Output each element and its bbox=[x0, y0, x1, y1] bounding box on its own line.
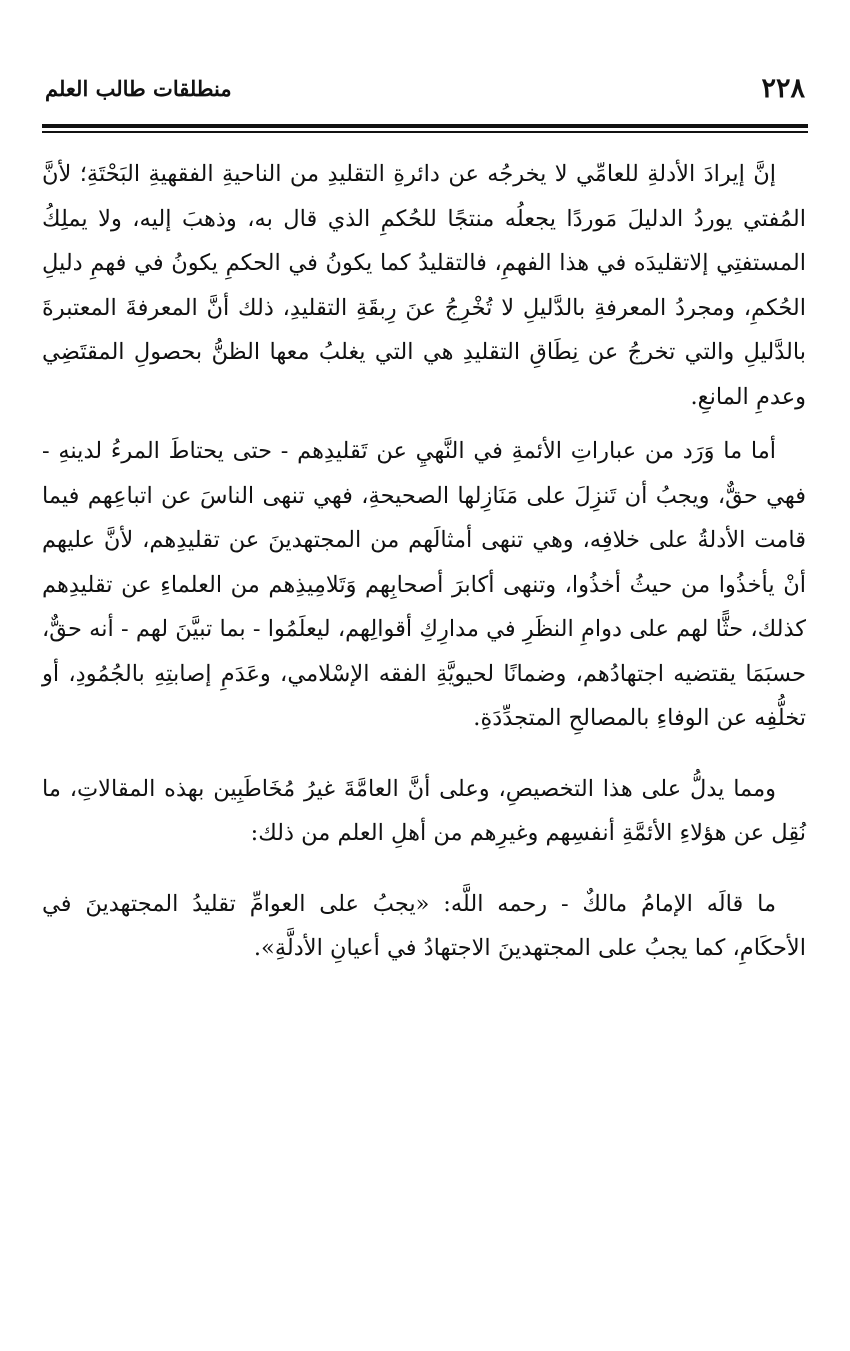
page-number: ٢٢٨ bbox=[761, 72, 805, 104]
paragraph: إنَّ إيرادَ الأدلةِ للعامِّي لا يخرجُه عن دائرةِ التقليدِ من الناحيةِ الفقهيةِ البَحْتَةِ؛ لأنَّ المُفتي يوردُ الدليلَ مَوردًا يجعلُه منتجًا للحُكمِ الذي قال به، وذهبَ إليه، ولا يملِكُ المستفتِي إلاتقليدَه في هذا الفهمِ، فالتقليدُ كما يكونُ في الحكمِ يكونُ في فهمِ دليلِ الحُكمِ، ومجردُ المعرفةِ بالدَّليلِ لا تُخْرِجُ عنَ رِبقَةِ التقليدِ، ذلك أنَّ المعرفةَ المعتبرةَ بالدَّليلِ والتي تخرجُ عن نِطَاقِ التقليدِ هي التي يغلبُ معها الظنُّ بحصولِ المقتَضِي وعدمِ المانعِ. bbox=[42, 161, 806, 410]
header-rule-thin bbox=[42, 131, 808, 133]
header-rule-thick bbox=[42, 124, 808, 128]
paragraph: أما ما وَرَد من عباراتِ الأئمةِ في النَّهيِ عن تَقليدِهم - حتى يحتاطَ المرءُ لدينهِ - فهي حقٌّ، ويجبُ أن تَنزِلَ على مَنَازِلها الصحيحةِ، فهي تنهى الناسَ عن اتباعِهم فيما قامت الأدلةُ على خلافِه، وهي تنهى أمثالَهم من المجتهدينَ عن تقليدِهم، لأنَّ عليهم أنْ يأخذُوا من حيثُ أخذُوا، وتنهى أكابرَ أصحابِهم وَتَلامِيذِهم من العلماءِ عن تقليدِهم كذلك، حثًّا لهم على دوامِ النظَرِ في مدارِكِ أقوالِهم، ليعلَمُوا - بما تبيَّنَ لهم - أنه حقٌّ، حسبَمَا يقتضيه اجتهادُهم، وضمانًا لحيويَّةِ الفقه الإسْلامي، وعَدَمِ إصابتِهِ بالجُمُودِ، أو تخلُّفِه عن الوفاءِ بالمصالحِ المتجدِّدَةِ. bbox=[42, 438, 806, 731]
paragraph: ومما يدلُّ على هذا التخصيصِ، وعلى أنَّ العامَّةَ غيرُ مُخَاطَبِين بهذه المقالاتِ، ما نُقِل عن هؤلاءِ الأئمَّةِ أنفسِهم وغيرِهم من أهلِ العلم من ذلك: bbox=[42, 775, 806, 846]
page-header bbox=[45, 68, 805, 108]
quote-paragraph: ما قالَه الإمامُ مالكٌ - رحمه اللَّه: «يجبُ على العوامِّ تقليدُ المجتهدينَ في الأحكَامِ، كما يجبُ على المجتهدينَ الاجتهادُ في أعيانِ الأدلَّةِ». bbox=[42, 890, 806, 961]
running-title: منطلقات طالب العلم bbox=[45, 75, 232, 101]
body-text bbox=[42, 152, 806, 971]
